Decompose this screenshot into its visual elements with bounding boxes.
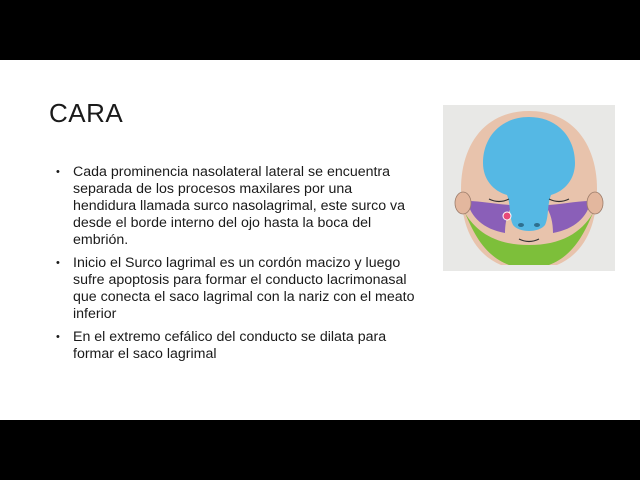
bullet-marker: • <box>56 257 60 269</box>
bullet-text: Cada prominencia nasolateral lateral se encuentra separada de los procesos maxilares por una hendidura llamada surco nasolagrimal, este surco va desde el borde interno del ojo hasta la boca del embrión. <box>73 164 406 248</box>
bullet-text: En el extremo cefálico del conducto se dilata para formar el saco lagrimal <box>73 329 387 362</box>
embryo-face-illustration <box>443 105 615 271</box>
embryo-face-drawing <box>443 105 615 271</box>
bullet-item <box>56 164 416 249</box>
bullet-item <box>56 255 416 323</box>
left-ear-shape <box>455 192 471 214</box>
slide <box>0 60 640 420</box>
bullet-list <box>56 164 416 369</box>
nasolacrimal-marker-shape <box>503 212 511 220</box>
bullet-text: Inicio el Surco lagrimal es un cordón macizo y luego sufre apoptosis para formar el conducto lacrimonasal que conecta el saco lagrimal con la nariz con el meato inferior <box>73 255 415 322</box>
bullet-item <box>56 329 416 363</box>
bullet-marker: • <box>56 331 60 343</box>
right-nostril-shape <box>534 223 540 227</box>
left-nostril-shape <box>518 223 524 227</box>
slide-title: CARA <box>49 98 124 128</box>
right-ear-shape <box>587 192 603 214</box>
bullet-marker: • <box>56 166 60 178</box>
